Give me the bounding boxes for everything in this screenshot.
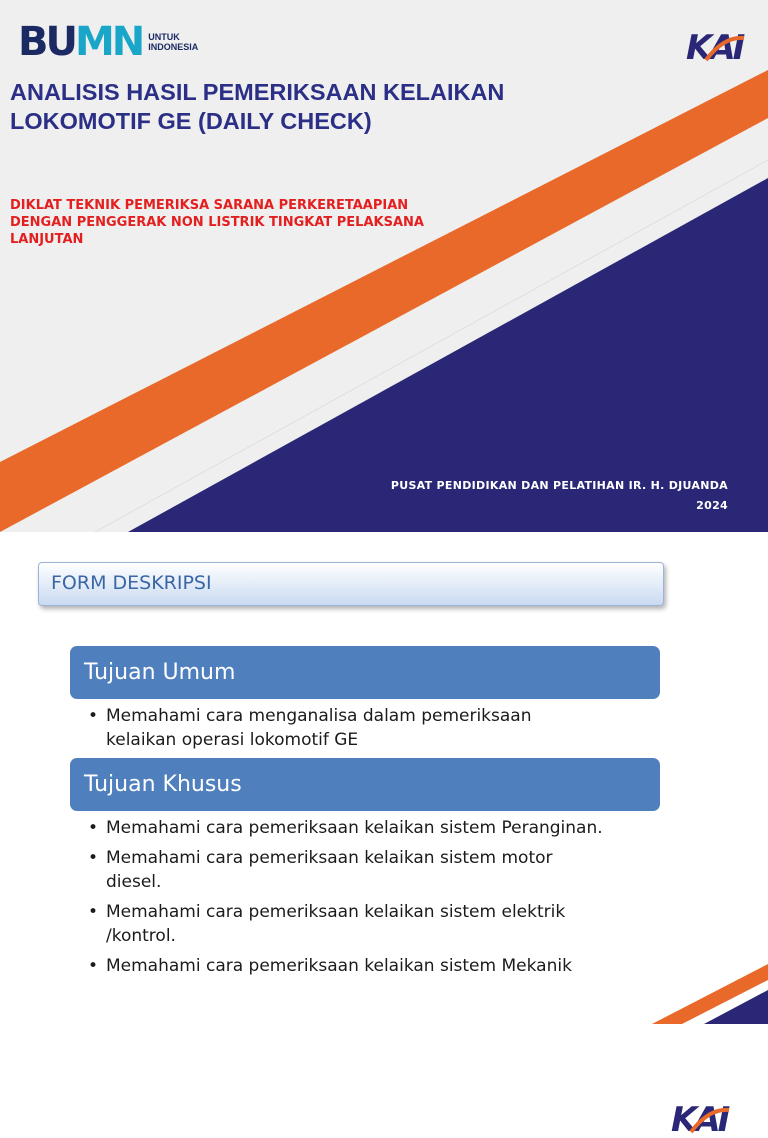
title-slide — [0, 0, 768, 532]
description-slide — [0, 532, 768, 1138]
institution-footer — [391, 476, 728, 516]
svg-text:KAI: KAI — [671, 1100, 728, 1138]
form-header — [38, 562, 664, 606]
kai-logo — [684, 26, 748, 66]
list-item: • Memahami cara pemeriksaan kelaikan sistem Peranginan. — [88, 816, 668, 840]
page-title: ANALISIS HASIL PEMERIKSAAN KELAIKAN LOKOMOTIF GE (DAILY CHECK) — [10, 79, 505, 134]
course-subtitle: DIKLAT TEKNIK PEMERIKSA SARANA PERKERETAAPIAN DENGAN PENGGERAK NON LISTRIK TINGKAT PELAKSANA LANJUTAN — [10, 198, 424, 247]
list-item: • Memahami cara menganalisa dalam pemeriksaan kelaikan operasi lokomotif GE — [88, 704, 668, 752]
bumn-logo-word: BUMN — [18, 19, 143, 65]
kai-logo — [668, 1098, 734, 1138]
bumn-logo — [18, 19, 199, 65]
year: 2024 — [696, 499, 728, 512]
tujuan-khusus-list — [88, 816, 668, 984]
list-item: • Memahami cara pemeriksaan kelaikan sistem motor diesel. — [88, 846, 668, 894]
institution-name: PUSAT PENDIDIKAN DAN PELATIHAN IR. H. DJUANDA — [390, 479, 728, 492]
svg-text:KAI: KAI — [686, 28, 743, 68]
tujuan-khusus-heading: Tujuan Khusus — [70, 758, 660, 811]
list-item: • Memahami cara pemeriksaan kelaikan sistem elektrik /kontrol. — [88, 900, 668, 948]
list-item: • Memahami cara pemeriksaan kelaikan sistem Mekanik — [88, 954, 668, 978]
bumn-logo-subtext: UNTUK INDONESIA — [148, 32, 199, 52]
tujuan-umum-list — [88, 704, 668, 758]
form-header-label: FORM DESKRIPSI — [51, 572, 212, 594]
tujuan-umum-heading: Tujuan Umum — [70, 646, 660, 699]
